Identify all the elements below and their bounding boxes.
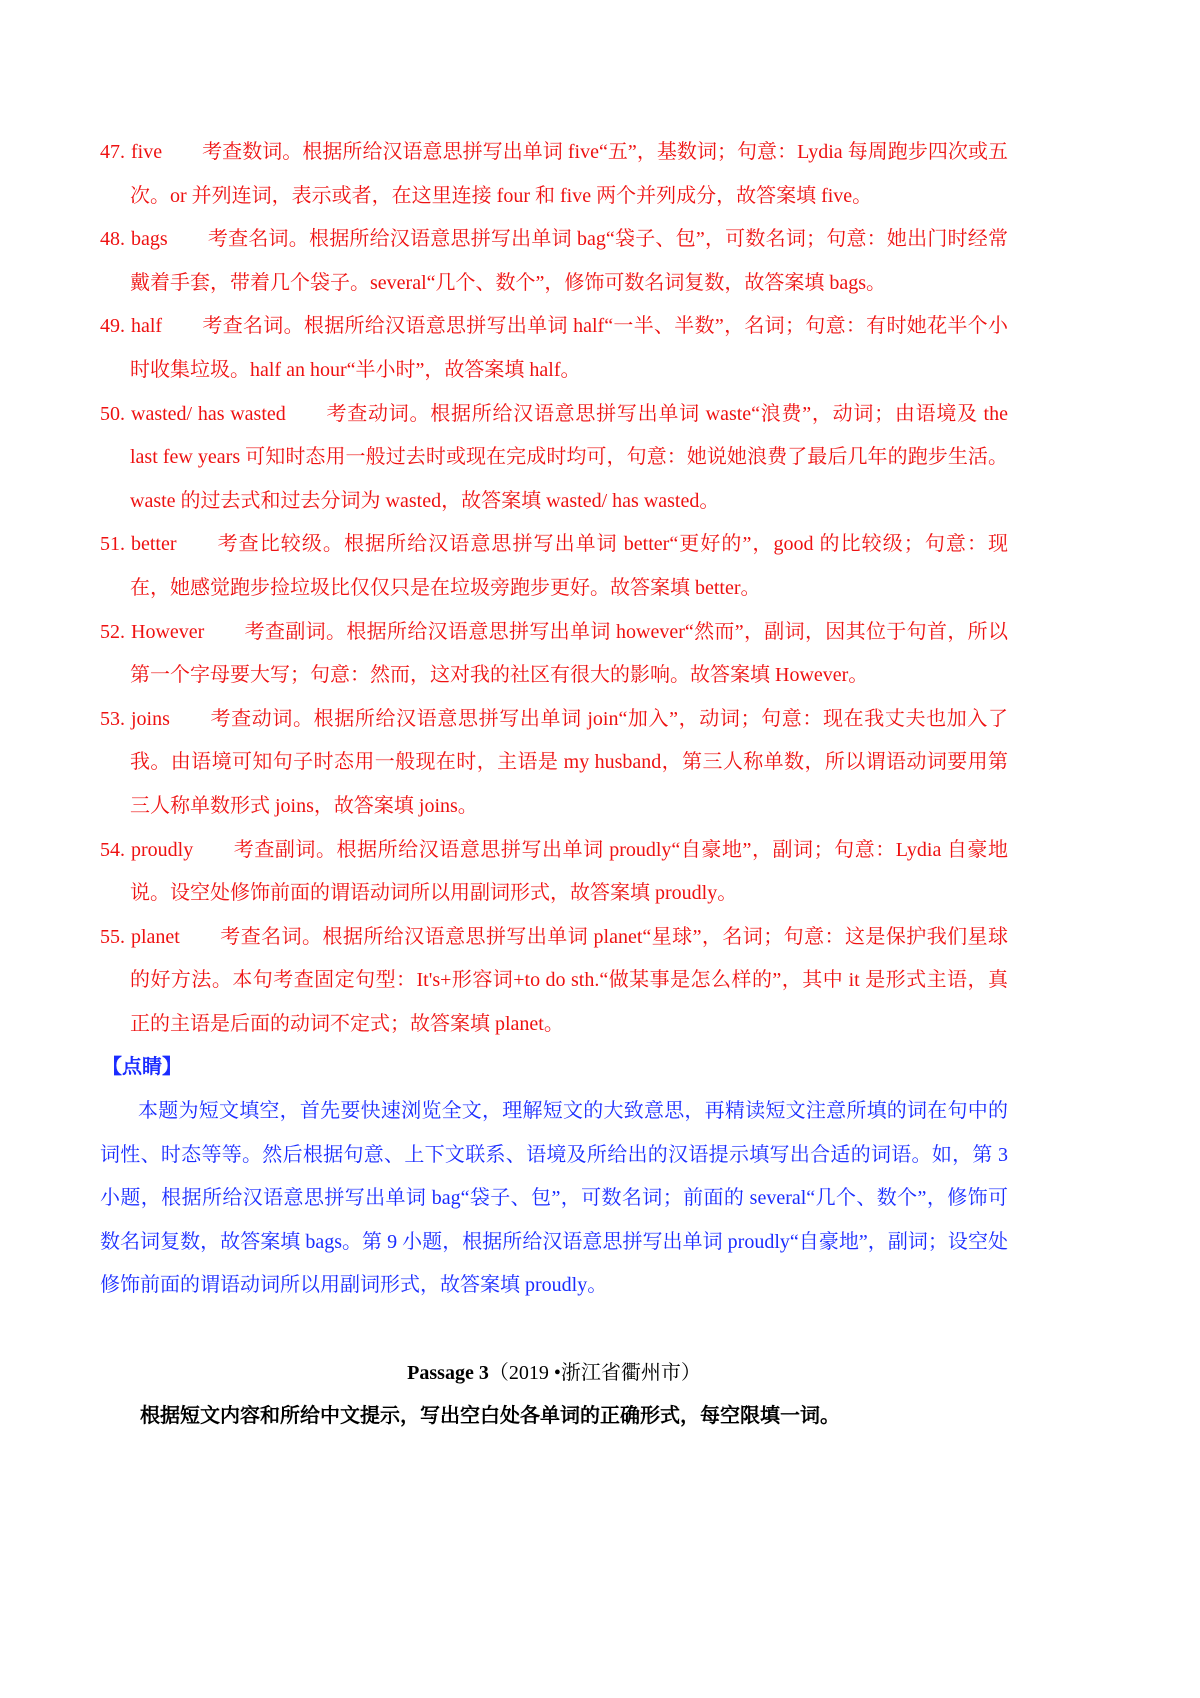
answer-word: half [131, 315, 163, 338]
answer-number: 47. [100, 141, 125, 163]
answer-item-51 [100, 523, 1008, 610]
tip-paragraph: 本题为短文填空，首先要快速浏览全文，理解短文的大致意思，再精读短文注意所填的词在句中的词性、时态等等。然后根据句意、上下文联系、语境及所给出的汉语提示填写出合适的词语。如，第 3 小题，根据所给汉语意思拼写出单词 bag“袋子、包”，可数名词；前面的 several“几个、数个”，修饰可数名词复数，故答案填 bags。第 9 小题，根据所给汉语意思拼写出单词 proudly“自豪地”，副词；设空处修饰前面的谓语动词所以用副词形式，故答案填 proudly。 [100, 1100, 1008, 1297]
passage-title: Passage 3 [407, 1361, 489, 1384]
answer-number: 52. [100, 620, 125, 643]
answer-word: However [131, 620, 205, 643]
answer-item-55 [100, 916, 1008, 1047]
answer-explanation: 考查名词。根据所给汉语意思拼写出单词 planet“星球”，名词；句意：这是保护我们星球的好方法。本句考查固定句型：It's+形容词+to do sth.“做某事是怎么样的”，其中 it 是形式主语，真正的主语是后面的动词不定式；故答案填 planet。 [130, 925, 1008, 1035]
answer-number: 55. [100, 925, 125, 948]
answer-item-52 [100, 611, 1008, 698]
answer-number: 53. [100, 707, 125, 730]
answer-number: 49. [100, 315, 125, 338]
passage-heading [100, 1352, 1008, 1396]
answer-item-50 [100, 393, 1008, 524]
answer-word: joins [131, 707, 170, 730]
answer-word: bags [131, 228, 168, 251]
passage-source: （2019 •浙江省衢州市） [488, 1361, 701, 1384]
answer-number: 48. [100, 228, 125, 251]
answer-word: five [131, 141, 163, 163]
answer-word: proudly [131, 838, 194, 861]
answer-explanation: 考查名词。根据所给汉语意思拼写出单词 bag“袋子、包”，可数名词；句意：她出门时经常戴着手套，带着几个袋子。several“几个、数个”，修饰可数名词复数，故答案填 bags。 [130, 228, 1008, 294]
answer-explanation: 考查比较级。根据所给汉语意思拼写出单词 better“更好的”，good 的比较级；句意：现在，她感觉跑步捡垃圾比仅仅只是在垃圾旁跑步更好。故答案填 better。 [130, 533, 1008, 599]
answer-number: 54. [100, 838, 125, 861]
answer-explanation: 考查名词。根据所给汉语意思拼写出单词 half“一半、半数”，名词；句意：有时她花半个小时收集垃圾。half an hour“半小时”，故答案填 half。 [130, 315, 1008, 381]
answer-explanation: 考查动词。根据所给汉语意思拼写出单词 join“加入”，动词；句意：现在我丈夫也加入了我。由语境可知句子时态用一般现在时，主语是 my husband，第三人称单数，所以谓语动词要用第三人称单数形式 joins，故答案填 joins。 [130, 707, 1008, 817]
answer-word: better [131, 533, 177, 556]
answer-word: planet [131, 925, 180, 948]
answer-item-53 [100, 698, 1008, 829]
answer-number: 51. [100, 533, 125, 556]
answer-item-49 [100, 305, 1008, 392]
passage-instruction: 根据短文内容和所给中文提示，写出空白处各单词的正确形式，每空限填一词。 [140, 1405, 840, 1428]
answer-explanation: 考查数词。根据所给汉语意思拼写出单词 five“五”，基数词；句意：Lydia 每周跑步四次或五次。or 并列连词，表示或者，在这里连接 four 和 five 两个并列成分，故答案填 five。 [130, 141, 1008, 207]
answer-explanation: 考查副词。根据所给汉语意思拼写出单词 however“然而”，副词，因其位于句首，所以第一个字母要大写；句意：然而，这对我的社区有很大的影响。故答案填 However。 [130, 620, 1008, 687]
answer-word: wasted/ has wasted [131, 402, 286, 425]
answer-item-54 [100, 829, 1008, 916]
spacer [100, 1308, 1008, 1352]
tip-heading: 【点睛】 [102, 1056, 182, 1079]
answer-item-47 [100, 131, 1008, 218]
answer-item-48 [100, 218, 1008, 305]
answer-number: 50. [100, 402, 125, 425]
answer-explanation: 考查副词。根据所给汉语意思拼写出单词 proudly“自豪地”，副词；句意：Lydia 自豪地说。设空处修饰前面的谓语动词所以用副词形式，故答案填 proudly。 [130, 838, 1008, 905]
document-page [100, 131, 1008, 1439]
answer-explanation: 考查动词。根据所给汉语意思拼写出单词 waste“浪费”，动词；由语境及 the last few years 可知时态用一般过去时或现在完成时均可，句意：她说她浪费了最后几年的跑步生活。waste 的过去式和过去分词为 wasted，故答案填 wasted/ has wasted。 [130, 402, 1008, 512]
